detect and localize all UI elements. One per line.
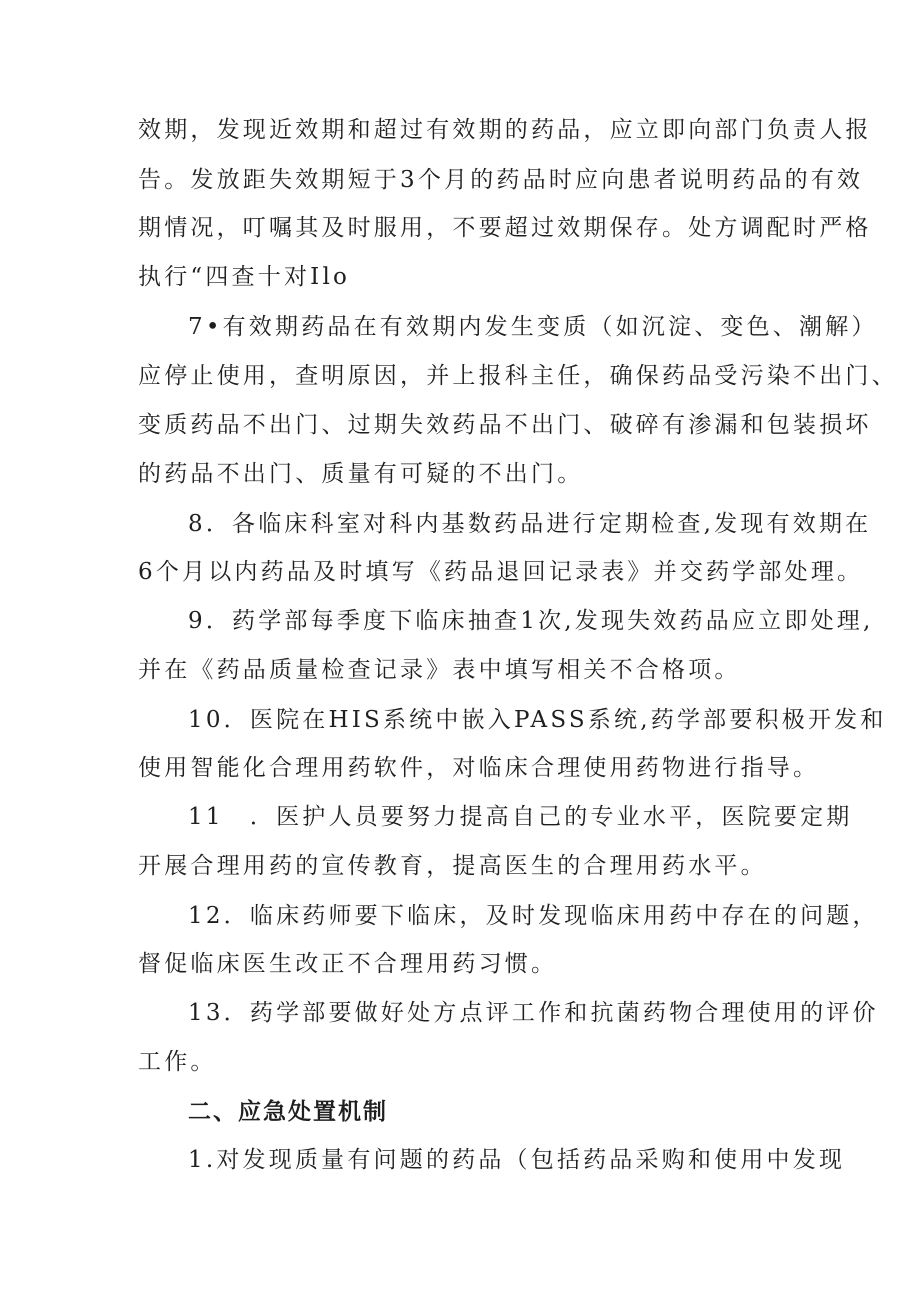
text-line: 的药品不出门、质量有可疑的不出门。 <box>138 461 584 487</box>
text-line: 使用智能化合理用药软件，对临床合理使用药物进行指导。 <box>138 755 820 781</box>
text-line: 应停止使用，查明原因，并上报科主任，确保药品受污染不出门、 <box>138 363 898 389</box>
text-line: 变质药品不出门、过期失效药品不出门、破碎有渗漏和包装损坏 <box>138 412 872 438</box>
text-line: 6个月以内药品及时填写《药品退回记录表》并交药学部处理。 <box>138 559 864 585</box>
text-line: 7•有效期药品在有效期内发生变质（如沉淀、变色、潮解） <box>188 314 878 340</box>
section-heading: 二、应急处置机制 <box>188 1099 388 1125</box>
text-line: 期情况，叮嘱其及时服用，不要超过效期保存。处方调配时严格 <box>138 215 872 241</box>
text-line: 执行“四查十对Ilo <box>138 264 351 290</box>
text-line: 并在《药品质量检查记录》表中填写相关不合格项。 <box>138 657 741 683</box>
text-line: 8．各临床科室对科内基数药品进行定期检查,发现有效期在 <box>188 511 872 537</box>
text-line: 开展合理用药的宣传教育，提高医生的合理用药水平。 <box>138 853 767 879</box>
text-line: 13．药学部要做好处方点评工作和抗菌药物合理使用的评价 <box>188 1000 879 1026</box>
text-line: 工作。 <box>138 1049 217 1075</box>
text-line: 效期，发现近效期和超过有效期的药品，应立即向部门负责人报 <box>138 117 872 143</box>
text-line: 11 ．医护人员要努力提高自己的专业水平，医院要定期 <box>188 804 853 830</box>
text-line: 1.对发现质量有问题的药品（包括药品采购和使用中发现 <box>188 1147 846 1173</box>
text-line: 督促临床医生改正不合理用药习惯。 <box>138 951 558 977</box>
text-line: 12．临床药师要下临床，及时发现临床用药中存在的问题， <box>188 903 879 929</box>
text-line: 9．药学部每季度下临床抽查1次,发现失效药品应立即处理, <box>188 608 874 634</box>
text-line: 10．医院在HIS系统中嵌入PASS系统,药学部要积极开发和 <box>188 707 887 733</box>
text-line: 告。发放距失效期短于3个月的药品时应向患者说明药品的有效 <box>138 167 864 193</box>
